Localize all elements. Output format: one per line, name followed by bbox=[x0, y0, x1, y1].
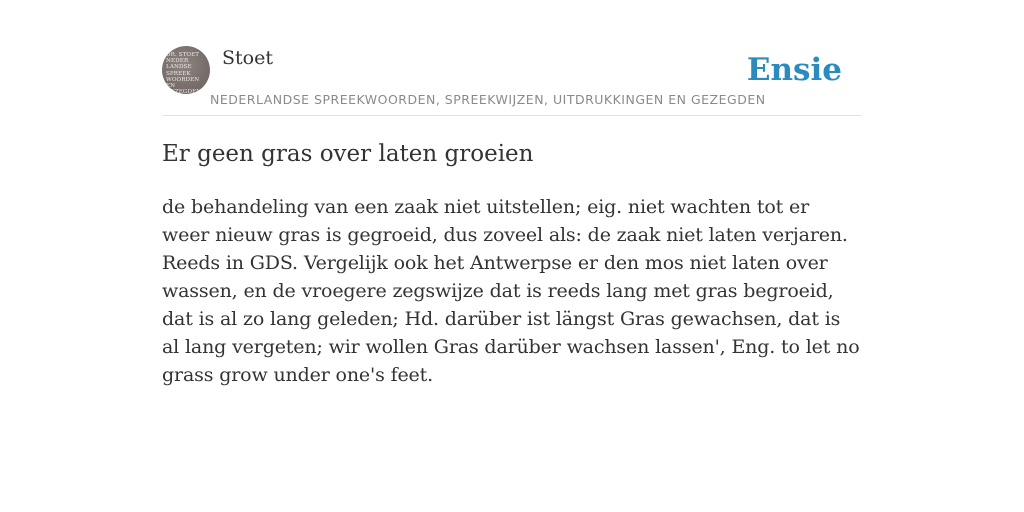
header bbox=[162, 46, 862, 116]
avatar[interactable] bbox=[162, 46, 210, 94]
entry-definition: de behandeling van een zaak niet uitstellen; eig. niet wachten tot er weer nieuw gras is gegroeid, dus zoveel als: de zaak niet laten verjaren. Reeds in GDS. Vergelijk ook het Antwerpse er den mos niet laten over wassen, en de vroegere zegswijze dat is reeds lang met gras begroeid, dat is al zo lang geleden; Hd. darüber ist längst Gras gewachsen, dat is al lang vergeten; wir wollen Gras darüber wachsen lassen', Eng. to let no grass grow under one's feet. bbox=[162, 196, 860, 386]
source-subtitle[interactable]: NEDERLANDSE SPREEKWOORDEN, SPREEKWIJZEN, UITDRUKKINGEN EN GEZEGDEN bbox=[210, 92, 766, 107]
author-name[interactable]: Stoet bbox=[222, 47, 273, 69]
ensie-logo[interactable]: Ensie bbox=[746, 52, 842, 88]
avatar-cover-text: DR. STOET NEDER LANDSE SPREEK WOORDEN EN GEZEGDEN bbox=[166, 52, 202, 94]
entry-title: Er geen gras over laten groeien bbox=[162, 141, 534, 167]
